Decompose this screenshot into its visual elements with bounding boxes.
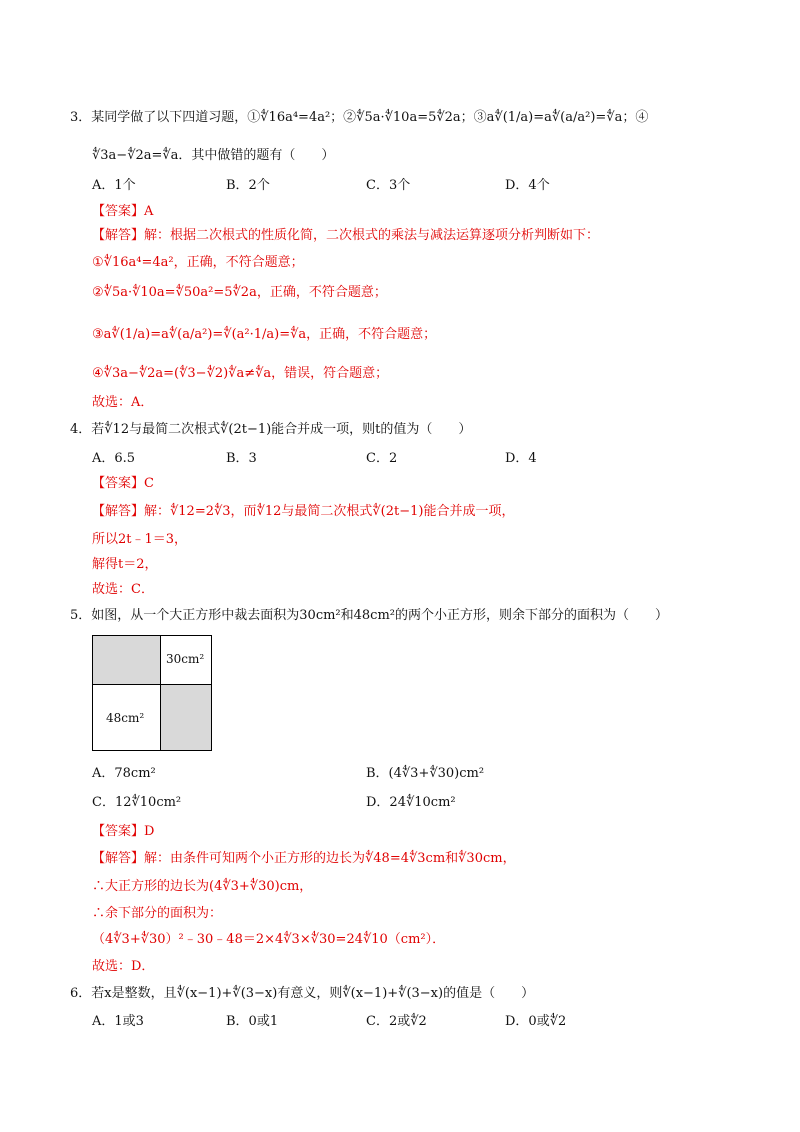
q4-explain-2: 解得t＝2， <box>92 557 158 572</box>
q3-option-d: D．4个 <box>505 178 550 193</box>
q3-explain-0: 【解答】解：根据二次根式的性质化简，二次根式的乘法与减法运算逐项分析判断如下： <box>92 228 600 243</box>
q3-stem-line1: 3．某同学做了以下四道习题，①∜16a⁴=4a²；②∜5a·∜10a=5∜2a；③a∜(1/a)=a∜(a/a²)=∜a；④ <box>70 110 649 125</box>
q6-option-c: C．2或∜2 <box>366 1014 427 1029</box>
q3-option-b: B．2个 <box>226 178 270 193</box>
q5-explain-4: 故选：D． <box>92 959 155 974</box>
q5-option-b: B．(4∜3+∜30)cm² <box>366 766 485 781</box>
q6-option-d: D．0或∜2 <box>505 1014 567 1029</box>
q4-option-a: A．6.5 <box>92 451 136 466</box>
q5-explain-2: ∴余下部分的面积为： <box>92 906 223 921</box>
q5-explain-1: ∴大正方形的边长为(4∜3+∜30)cm， <box>92 879 313 894</box>
q5-figure-squares <box>92 635 212 751</box>
q4-explain-1: 所以2t﹣1＝3， <box>92 532 188 547</box>
remaining-region-bottom <box>160 684 212 751</box>
q3-option-a: A．1个 <box>92 178 136 193</box>
q4-stem: 4．若∜12与最简二次根式∜(2t−1)能合并成一项，则t的值为（ ） <box>70 422 472 437</box>
q3-explain-2: ②∜5a·∜10a=∜50a²=5∜2a，正确，不符合题意； <box>92 285 387 300</box>
q4-explain-0: 【解答】解：∜12=2∜3，而∜12与最简二次根式∜(2t−1)能合并成一项， <box>92 504 515 519</box>
q3-explain-5: 故选：A． <box>92 395 154 410</box>
q5-option-c: C．12∜10cm² <box>92 795 182 810</box>
q4-option-d: D．4 <box>505 451 537 466</box>
q5-explain-3: （4∜3+∜30）²﹣30﹣48＝2×4∜3×∜30=24∜10（cm²）． <box>92 932 446 947</box>
q6-option-b: B．0或1 <box>226 1014 279 1029</box>
q6-stem: 6．若x是整数，且∜(x−1)+∜(3−x)有意义，则∜(x−1)+∜(3−x)的值是（ ） <box>70 986 535 1001</box>
q3-explain-3: ③a∜(1/a)=a∜(a/a²)=∜(a²·1/a)=∜a，正确，不符合题意； <box>92 327 437 342</box>
q4-option-b: B．3 <box>226 451 257 466</box>
q3-explain-4: ④∜3a−∜2a=(∜3−∜2)∜a≠∜a，错误，符合题意； <box>92 366 389 381</box>
q5-explain-0: 【解答】解：由条件可知两个小正方形的边长为∜48=4∜3cm和∜30cm， <box>92 851 516 866</box>
q3-option-c: C．3个 <box>366 178 411 193</box>
q4-explain-3: 故选：C． <box>92 582 154 597</box>
label-48cm2: 48cm² <box>106 711 145 725</box>
q5-option-d: D．24∜10cm² <box>366 795 456 810</box>
q5-stem: 5．如图，从一个大正方形中裁去面积为30cm²和48cm²的两个小正方形，则余下部分的面积为（ ） <box>70 608 668 623</box>
q3-explain-1: ①∜16a⁴=4a²，正确，不符合题意； <box>92 255 304 270</box>
q3-answer: 【答案】A <box>92 204 154 219</box>
q6-option-a: A．1或3 <box>92 1014 144 1029</box>
q4-option-c: C．2 <box>366 451 398 466</box>
remaining-region-top <box>92 635 161 685</box>
q5-option-a: A．78cm² <box>92 766 156 781</box>
label-30cm2: 30cm² <box>166 652 205 666</box>
q3-stem-line2: ∜3a−∜2a=∜a．其中做错的题有（ ） <box>92 148 335 163</box>
q5-answer: 【答案】D <box>92 824 155 839</box>
q4-answer: 【答案】C <box>92 476 154 491</box>
